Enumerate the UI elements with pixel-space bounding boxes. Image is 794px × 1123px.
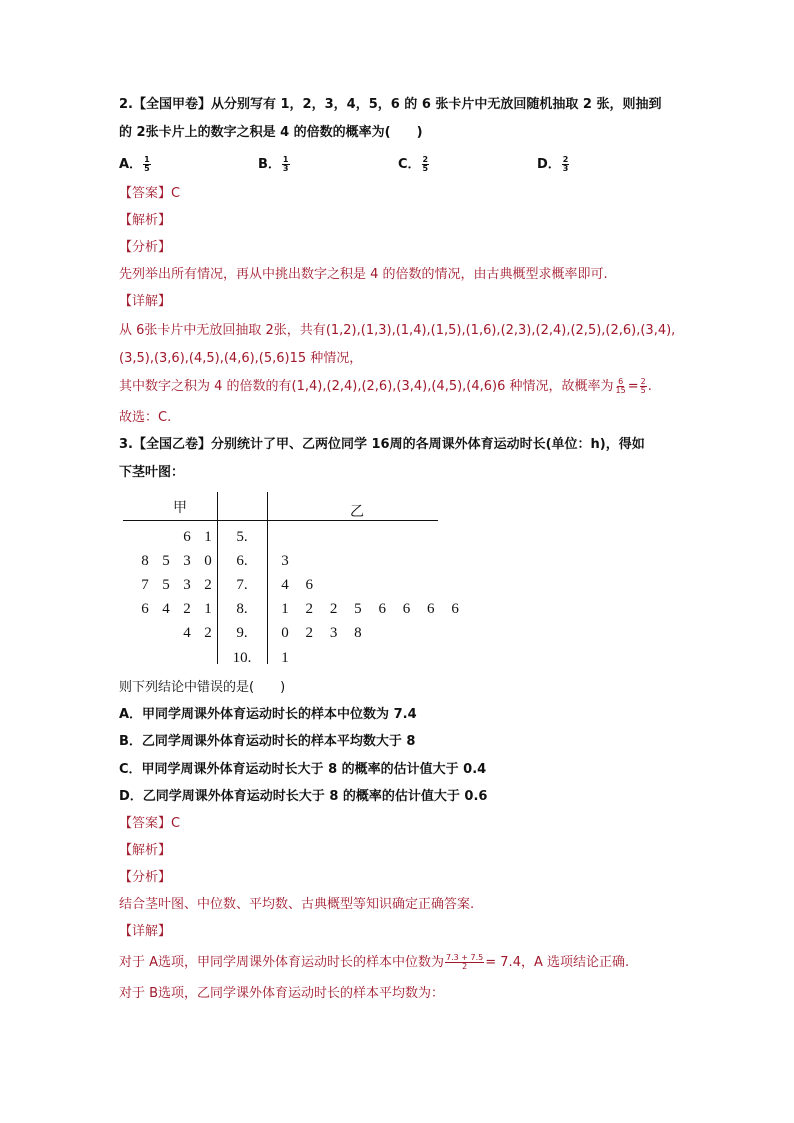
stemleaf-stem: 8. bbox=[236, 601, 248, 617]
stemleaf-stem: 6. bbox=[236, 553, 248, 569]
stemleaf-stem: 9. bbox=[236, 625, 248, 641]
stemleaf-left-leaf: 1 bbox=[204, 601, 212, 617]
q2-fenxi-text: 先列举出所有情况，再从中挑出数字之积是 4 的倍数的情况，由古典概型求概率即可. bbox=[119, 267, 608, 282]
stemleaf-right-leaf: 6 bbox=[378, 601, 386, 617]
stemleaf-stem: 10. bbox=[232, 650, 252, 666]
stemleaf-right-leaf: 2 bbox=[305, 625, 314, 641]
q3-detail-a: 对于 A选项，甲同学周课外体育运动时长的样本中位数为 $\frac{7.3 + 7.5}{2}$ = 7.4，A 选项结论正确. bbox=[119, 953, 630, 971]
q2-detail-line2: (3,5),(3,6),(4,5),(4,6),(5,6)15 种情况， bbox=[119, 351, 363, 366]
stemleaf-right-leaf: 4 bbox=[281, 577, 289, 593]
stemleaf-header-jia: 甲 bbox=[173, 500, 187, 516]
q3-option-b: B．乙同学周课外体育运动时长的样本平均数大于 8 bbox=[119, 734, 416, 749]
stemleaf-left-leaf: 6 bbox=[141, 601, 149, 617]
q3-detail-b: 对于 B选项，乙同学课外体育运动时长的样本平均数为： bbox=[119, 986, 445, 1001]
q3-option-d: D．乙同学周课外体育运动时长大于 8 的概率的估计值大于 0.6 bbox=[119, 789, 488, 804]
stemleaf-right-leaf: 3 bbox=[281, 553, 289, 569]
stemleaf-left-leaf: 3 bbox=[183, 577, 191, 593]
q2-option-c: C． $\frac{2}{5}$ bbox=[398, 155, 429, 173]
q3-detail-tag: 【详解】 bbox=[119, 924, 172, 939]
stemleaf-stem: 5. bbox=[236, 529, 248, 545]
q2-answer: 【答案】C bbox=[119, 186, 181, 201]
stemleaf-right-leaf: 0 bbox=[281, 625, 289, 641]
stemleaf-left-leaf: 4 bbox=[183, 625, 191, 641]
stemleaf-right-leaf: 1 bbox=[281, 601, 289, 617]
q2-line1: 2.【全国甲卷】从分别写有 1，2，3，4，5，6 的 6 张卡片中无放回随机抽取 2 张，则抽到 bbox=[119, 97, 662, 112]
stemleaf-right-leaf: 2 bbox=[305, 601, 314, 617]
q2-analysis-tag: 【解析】 bbox=[119, 213, 172, 228]
stemleaf-left-leaf: 4 bbox=[162, 601, 170, 617]
q2-line2: 的 2张卡片上的数字之积是 4 的倍数的概率为( ) bbox=[119, 125, 423, 140]
q2-detail-tag: 【详解】 bbox=[119, 294, 172, 309]
stemleaf-left-leaf: 2 bbox=[204, 577, 212, 593]
stemleaf-horizontal-rule bbox=[123, 520, 438, 521]
stemleaf-header-yi: 乙 bbox=[350, 504, 364, 520]
stemleaf-right-leaf: 6 bbox=[402, 601, 411, 617]
stemleaf-right-leaf: 6 bbox=[305, 577, 314, 593]
stemleaf-left-leaf: 2 bbox=[183, 601, 191, 617]
q3-fenxi-text: 结合茎叶图、中位数、平均数、古典概型等知识确定正确答案. bbox=[119, 897, 475, 912]
q2-option-b: B． $\frac{1}{3}$ bbox=[258, 155, 289, 173]
q2-detail-line3: 其中数字之积为 4 的倍数的有(1,4),(2,4),(2,6),(3,4),(4,5),(4,6)6 种情况，故概率为 $\frac{6}{15}$ = $\frac{2}{5}$ . bbox=[119, 377, 652, 395]
stemleaf-right-divider bbox=[267, 492, 268, 664]
q3-fenxi-tag: 【分析】 bbox=[119, 870, 172, 885]
q3-option-a: A．甲同学周课外体育运动时长的样本中位数为 7.4 bbox=[119, 707, 417, 722]
q2-option-a: A． $\frac{1}{5}$ bbox=[119, 155, 150, 173]
stemleaf-left-leaf: 3 bbox=[183, 553, 191, 569]
stemleaf-left-leaf: 1 bbox=[204, 529, 212, 545]
q3-line2: 下茎叶图： bbox=[119, 465, 185, 480]
stemleaf-right-leaf: 8 bbox=[354, 625, 362, 641]
stemleaf-left-leaf: 5 bbox=[162, 553, 170, 569]
q3-option-c: C．甲同学周课外体育运动时长大于 8 的概率的估计值大于 0.4 bbox=[119, 762, 487, 777]
stemleaf-left-leaf: 0 bbox=[204, 553, 212, 569]
stemleaf-left-leaf: 2 bbox=[204, 625, 212, 641]
stemleaf-left-leaf: 5 bbox=[162, 577, 170, 593]
stemleaf-left-leaf: 6 bbox=[183, 529, 191, 545]
q3-question: 则下列结论中错误的是( ) bbox=[119, 680, 286, 695]
q3-answer: 【答案】C bbox=[119, 816, 181, 831]
stemleaf-right-leaf: 1 bbox=[281, 650, 289, 666]
q2-choose: 故选：C. bbox=[119, 410, 172, 425]
stemleaf-stem: 7. bbox=[236, 577, 248, 593]
stemleaf-right-leaf: 6 bbox=[451, 601, 459, 617]
stemleaf-right-leaf: 3 bbox=[329, 625, 338, 641]
stemleaf-right-leaf: 5 bbox=[354, 601, 362, 617]
stemleaf-right-leaf: 2 bbox=[329, 601, 338, 617]
q2-fenxi-tag: 【分析】 bbox=[119, 240, 172, 255]
stemleaf-right-leaf: 6 bbox=[427, 601, 435, 617]
q2-option-d: D． $\frac{2}{3}$ bbox=[537, 155, 569, 173]
q2-detail-line1: 从 6张卡片中无放回抽取 2张，共有(1,2),(1,3),(1,4),(1,5),(1,6),(2,3),(2,4),(2,5),(2,6),(3,4), bbox=[119, 323, 676, 338]
q3-analysis-tag: 【解析】 bbox=[119, 843, 172, 858]
stemleaf-left-leaf: 7 bbox=[141, 577, 149, 593]
stemleaf-left-leaf: 8 bbox=[141, 553, 149, 569]
stemleaf-left-divider bbox=[217, 492, 218, 664]
q3-line1: 3.【全国乙卷】分别统计了甲、乙两位同学 16周的各周课外体育运动时长(单位：h)，得如 bbox=[119, 437, 645, 452]
